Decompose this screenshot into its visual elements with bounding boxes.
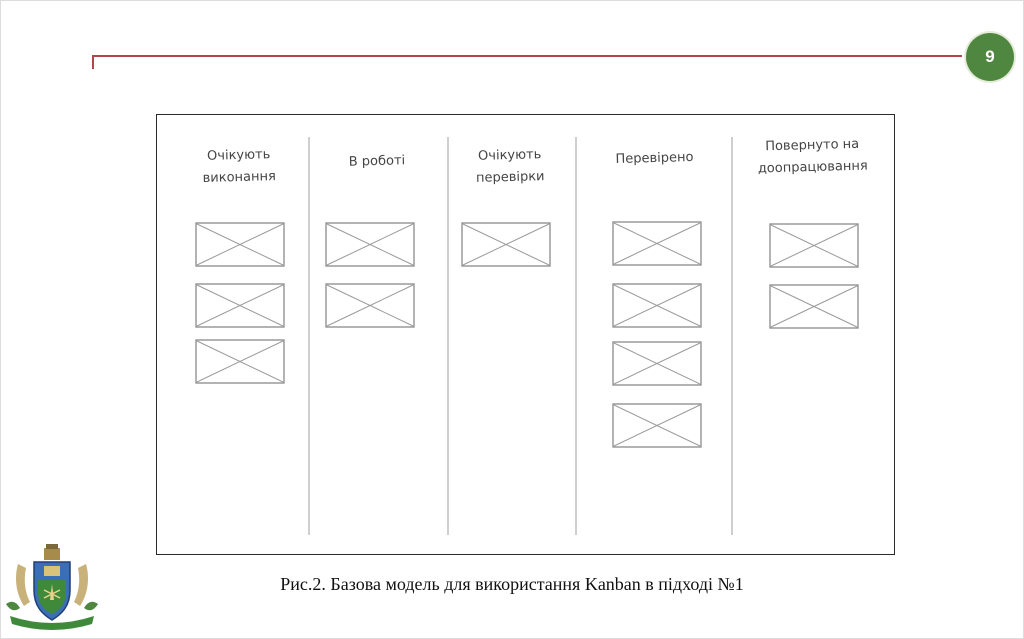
- kanban-board: [156, 114, 895, 555]
- column-title-line: Очікують: [477, 147, 542, 164]
- kanban-card-placeholder: [769, 284, 859, 329]
- column-title-line: Повернуто на: [765, 136, 860, 155]
- column-title-line: Перевірено: [615, 149, 694, 168]
- university-coat-of-arms-icon: [4, 544, 100, 630]
- column-title-line: В роботі: [348, 153, 406, 170]
- column-title-returned-for-rework: [734, 133, 890, 181]
- header-rule-tick: [92, 55, 94, 69]
- column-title-awaiting-review: [448, 143, 571, 190]
- column-title-line: виконання: [202, 169, 277, 186]
- kanban-card-placeholder: [325, 283, 415, 328]
- column-title-reviewed: [582, 146, 728, 172]
- kanban-card-placeholder: [325, 222, 415, 267]
- column-title-line: Очікують: [206, 147, 271, 164]
- kanban-card-placeholder: [769, 223, 859, 268]
- page-number-badge: 9: [966, 33, 1014, 81]
- column-divider: [308, 137, 310, 535]
- header-rule: [92, 55, 962, 57]
- kanban-card-placeholder: [195, 283, 285, 328]
- kanban-card-placeholder: [612, 221, 702, 266]
- column-title-in-progress: [312, 149, 443, 174]
- column-title-line: доопрацювання: [757, 158, 868, 177]
- column-divider: [731, 137, 733, 535]
- column-divider: [447, 137, 449, 535]
- column-title-awaiting-execution: [178, 143, 299, 190]
- column-title-line: перевірки: [475, 169, 545, 186]
- kanban-card-placeholder: [612, 283, 702, 328]
- figure-caption: Рис.2. Базова модель для використання Kanban в підході №1: [280, 574, 744, 594]
- kanban-card-placeholder: [612, 341, 702, 386]
- kanban-card-placeholder: [461, 222, 551, 267]
- kanban-card-placeholder: [612, 403, 702, 448]
- kanban-card-placeholder: [195, 339, 285, 384]
- kanban-card-placeholder: [195, 222, 285, 267]
- column-divider: [575, 137, 577, 535]
